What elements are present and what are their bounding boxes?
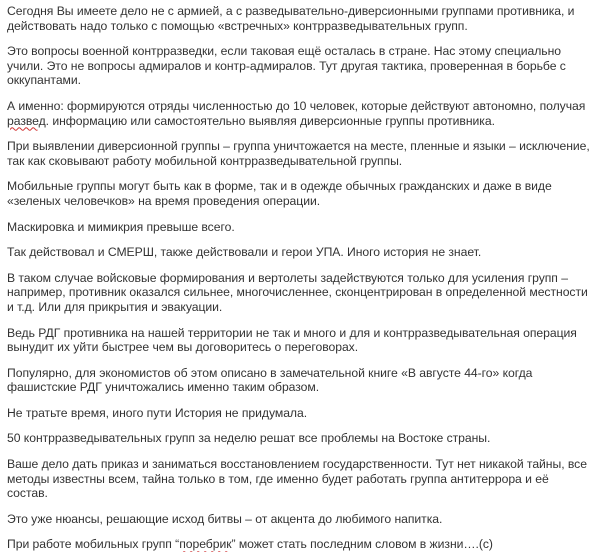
paragraph-text: Не тратьте время, иного пути История не придумала.: [7, 405, 308, 420]
paragraph-text: . информацию или самостоятельно выявляя диверсионные группы противника.: [45, 113, 495, 128]
misspelled-word: поребрик: [179, 537, 232, 552]
paragraph-text: Это уже нюансы, решающие исход битвы – от акцента до любимого напитка.: [7, 511, 443, 526]
paragraph: [7, 537, 592, 552]
misspelled-word: развед: [7, 113, 46, 128]
paragraph-text: 50 контрразведывательных групп за неделю решат все проблемы на Востоке страны.: [7, 431, 491, 446]
paragraph: [7, 457, 592, 501]
paragraph: [7, 431, 592, 446]
paragraph-text: Ведь РДГ противника на нашей территории не так и много и для и контрразведывательная операция вынудит их уйти быстрее чем вы договоритесь о переговорах.: [7, 325, 577, 355]
paragraph: [7, 44, 592, 88]
paragraph-text: При работе мобильных групп “: [7, 537, 180, 552]
paragraph: [7, 245, 592, 260]
paragraph: [7, 271, 592, 315]
paragraph-text: ” может стать последним словом в жизни….(с): [231, 537, 493, 552]
paragraph-text: В таком случае войсковые формирования и вертолеты задействуются только для усиления групп – например, противник оказался сильнее, многочисленнее, сконцентрирован в определенной местности и т.д. Или для прикрытия и эвакуации.: [7, 270, 588, 314]
article-body: [7, 4, 592, 552]
paragraph: [7, 4, 592, 33]
paragraph: [7, 512, 592, 527]
paragraph: [7, 366, 592, 395]
paragraph-text: Это вопросы военной контрразведки, если таковая ещё осталась в стране. Нас этому специально учили. Это не вопросы адмиралов и контр-адмиралов. Тут другая тактика, проверенная в борьбе с оккупантами.: [7, 44, 566, 88]
paragraph-text: При выявлении диверсионной группы – группа уничтожается на месте, пленные и языки – исключение, так как сковывают работу мобильной контрразведывательной группы.: [7, 139, 590, 168]
paragraph: [7, 220, 592, 235]
paragraph: [7, 99, 592, 128]
paragraph: [7, 139, 592, 168]
paragraph: [7, 326, 592, 355]
paragraph-text: А именно: формируются отряды численностью до 10 человек, которые действуют автономно, получая: [7, 98, 586, 113]
paragraph-text: Популярно, для экономистов об этом описано в замечательной книге «В августе 44-го» когда фашистские РДГ уничтожались именно таким образом.: [7, 365, 533, 395]
paragraph-text: Маскировка и мимикрия превыше всего.: [7, 219, 235, 234]
paragraph-text: Ваше дело дать приказ и заниматься восстановлением государственности. Тут нет никакой тайны, все методы известны всем, тайна только в том, где именно будет работать группа антитеррора и её состав.: [7, 457, 587, 501]
paragraph: [7, 406, 592, 421]
paragraph-text: Сегодня Вы имеете дело не с армией, а с разведывательно-диверсионными группами противника, и действовать надо только с помощью «встречных» контрразведывательных групп.: [7, 4, 575, 33]
paragraph-text: Мобильные группы могут быть как в форме, так и в одежде обычных гражданских и даже в виде «зеленых человечков» на время проведения операции.: [7, 179, 552, 208]
paragraph-text: Так действовал и СМЕРШ, также действовали и герои УПА. Иного история не знает.: [7, 245, 482, 260]
paragraph: [7, 179, 592, 208]
